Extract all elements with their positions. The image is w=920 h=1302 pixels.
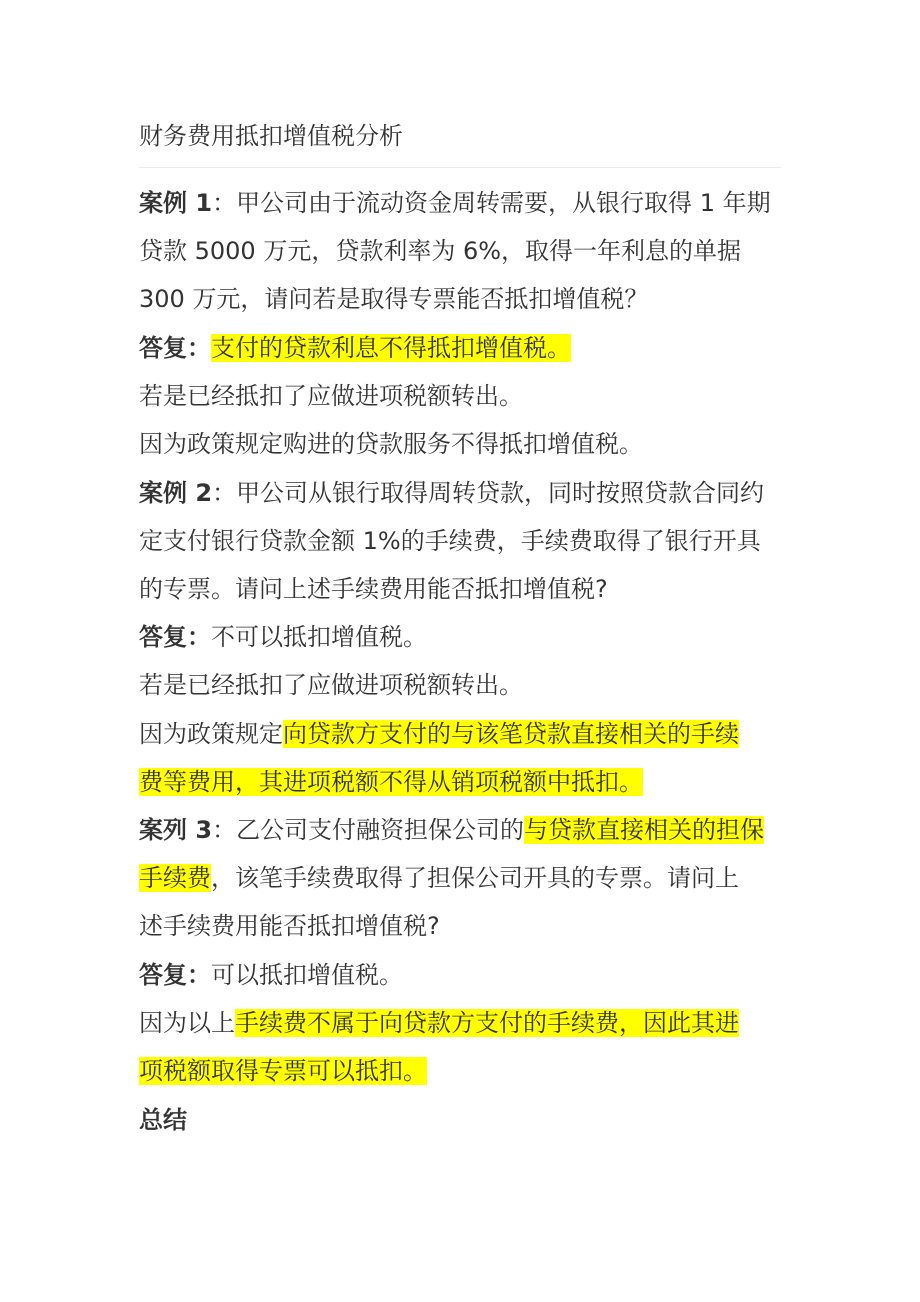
case-1-label: 案例 1	[139, 189, 213, 217]
case-3-reason-highlight-1: 手续费不属于向贷款方支付的手续费，因此其进	[235, 1009, 739, 1037]
case-1-line-2: 贷款 5000 万元，贷款利率为 6%，取得一年利息的单据	[139, 237, 742, 265]
case-2-label: 案例 2	[139, 479, 213, 507]
case-1-answer-text: 支付的贷款利息不得抵扣增值税。	[211, 334, 571, 362]
case-3-line-2	[139, 858, 739, 898]
case-3-reason-highlight-2: 项税额取得专票可以抵扣。	[139, 1057, 427, 1085]
case-1-line-3: 300 万元，请问若是取得专票能否抵扣增值税？	[139, 285, 649, 313]
case-1-note-2: 因为政策规定购进的贷款服务不得抵扣增值税。	[139, 430, 643, 458]
case-3-line-1	[139, 810, 764, 850]
case-3-reason-line-1	[139, 1003, 739, 1043]
case-3-label: 案列 3	[139, 816, 213, 844]
case-2-answer	[139, 617, 427, 657]
case-2-note-1: 若是已经抵扣了应做进项税额转出。	[139, 671, 523, 699]
case-3-answer-text: 可以抵扣增值税。	[211, 961, 403, 989]
case-2-reason-line-2	[139, 762, 643, 802]
case-2-line-2: 定支付银行贷款金额 1%的手续费，手续费取得了银行开具	[139, 527, 761, 555]
case-2-line-3: 的专票。请问上述手续费用能否抵扣增值税?	[139, 575, 608, 603]
summary-heading: 总结	[139, 1106, 187, 1134]
case-3-answer	[139, 955, 403, 995]
case-2-line-1	[139, 473, 764, 513]
case-1-line-1	[139, 183, 771, 223]
case-2-question-text: 甲公司从银行取得周转贷款，同时按照贷款合同约	[236, 479, 765, 507]
case-3-question-highlight-1: 与贷款直接相关的担保	[524, 816, 765, 844]
case-3-reason-prefix: 因为以上	[139, 1009, 235, 1037]
case-1-note-1: 若是已经抵扣了应做进项税额转出。	[139, 382, 523, 410]
case-1-colon: ：	[212, 189, 237, 217]
case-3-question-prefix: 乙公司支付融资担保公司的	[236, 816, 525, 844]
case-1-answer	[139, 328, 571, 368]
case-2-answer-text: 不可以抵扣增值税。	[211, 623, 427, 651]
case-2-answer-label: 答复：	[139, 623, 211, 651]
case-3-answer-label: 答复：	[139, 961, 211, 989]
case-3-colon: ：	[212, 816, 237, 844]
case-3-question-highlight-2: 手续费	[139, 864, 211, 892]
case-2-reason-line-1	[139, 714, 739, 754]
case-3-line-3: 述手续费用能否抵扣增值税?	[139, 912, 440, 940]
case-2-reason-highlight-2: 费等费用，其进项税额不得从销项税额中抵扣。	[139, 768, 643, 796]
title-divider	[139, 167, 781, 168]
case-1-question-text: 甲公司由于流动资金周转需要，从银行取得 1 年期	[236, 189, 771, 217]
case-1-answer-label: 答复：	[139, 334, 211, 362]
case-3-question-rest: ，该笔手续费取得了担保公司开具的专票。请问上	[211, 864, 739, 892]
case-2-colon: ：	[212, 479, 237, 507]
case-2-reason-highlight-1: 向贷款方支付的与该笔贷款直接相关的手续	[283, 720, 739, 748]
page-title: 财务费用抵扣增值税分析	[139, 122, 403, 150]
case-3-reason-line-2	[139, 1051, 427, 1091]
case-2-reason-prefix: 因为政策规定	[139, 720, 283, 748]
